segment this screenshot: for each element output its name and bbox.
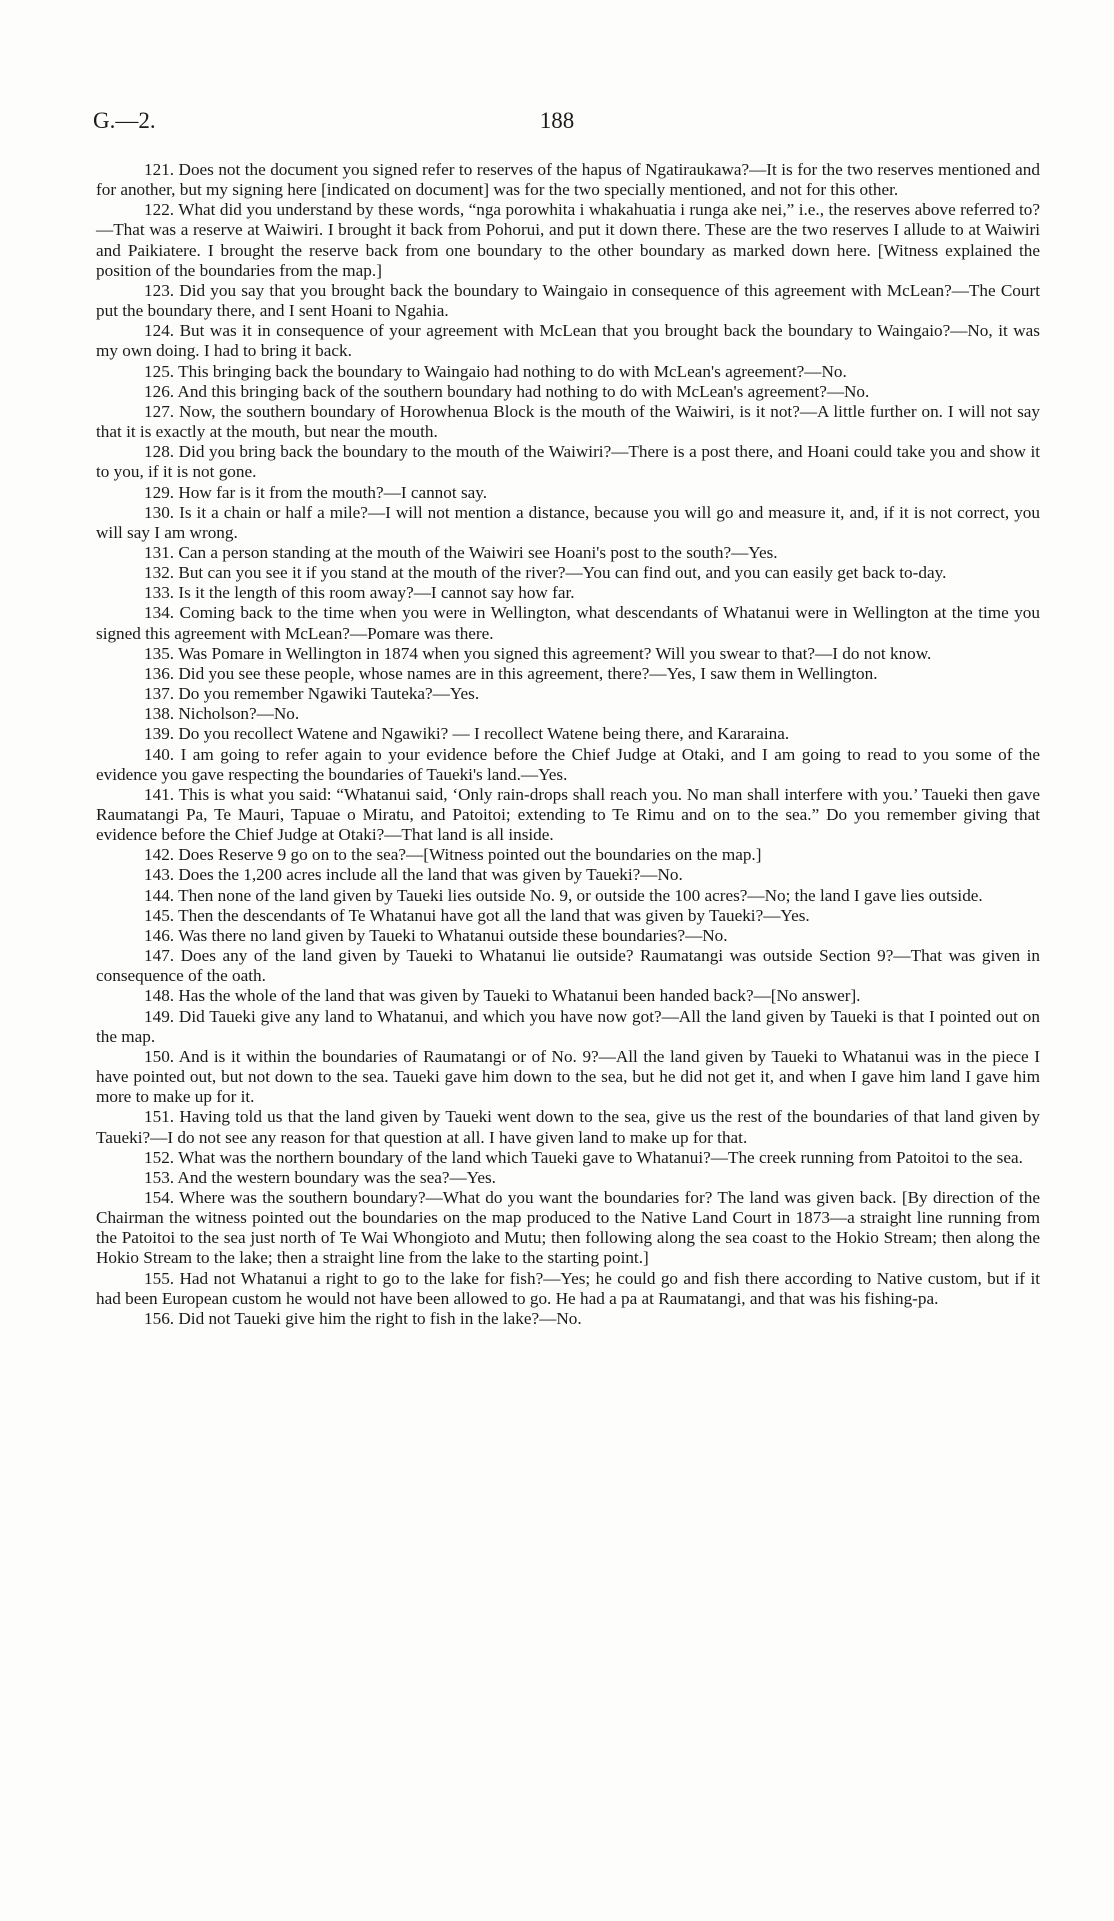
paragraph: 130. Is it a chain or half a mile?—I will not mention a distance, because you will go and measure it, and, if it is not correct, you will say I am wrong. [96, 502, 1040, 542]
paragraph: 155. Had not Whatanui a right to go to the lake for fish?—Yes; he could go and fish there according to Native custom, but if it had been European custom he would not have been allowed to go. He had a pa at Raumatangi, and that was his fishing-pa. [96, 1268, 1040, 1308]
paragraph: 127. Now, the southern boundary of Horowhenua Block is the mouth of the Waiwiri, is it not?—A little further on. I will not say that it is exactly at the mouth, but near the mouth. [96, 401, 1040, 442]
paragraph: 144. Then none of the land given by Taueki lies outside No. 9, or outside the 100 acres?—No; the land I gave lies outside. [144, 885, 983, 905]
paragraph: 156. Did not Taueki give him the right to fish in the lake?—No. [144, 1308, 582, 1328]
paragraph: 146. Was there no land given by Taueki to Whatanui outside these boundaries?—No. [144, 925, 728, 945]
paragraph: 149. Did Taueki give any land to Whatanui, and which you have now got?—All the land given by Taueki is that I pointed out on the map. [96, 1006, 1040, 1046]
page-number: 188 [539, 108, 575, 133]
paragraph: 124. But was it in consequence of your agreement with McLean that you brought back the boundary to Waingaio?—No, it was my own doing. I had to bring it back. [96, 321, 1040, 361]
paragraph: 125. This bringing back the boundary to Waingaio had nothing to do with McLean's agreement?—No. [144, 361, 847, 381]
paragraph: 137. Do you remember Ngawiki Tauteka?—Yes. [144, 684, 480, 704]
paragraph: 151. Having told us that the land given by Taueki went down to the sea, give us the rest of the boundaries of that land given by Taueki?—I do not see any reason for that question at all. I have given land to make up for that. [96, 1107, 1040, 1147]
document-reference: G.—2. [93, 108, 156, 133]
paragraph: 133. Is it the length of this room away?—I cannot say how far. [144, 583, 575, 603]
paragraph: 138. Nicholson?—No. [144, 704, 300, 724]
paragraph: 126. And this bringing back of the southern boundary had nothing to do with McLean's agreement?—No. [144, 381, 870, 401]
paragraph: 147. Does any of the land given by Taueki to Whatanui lie outside? Raumatangi was outside Section 9?—That was given in consequence of the oath. [96, 946, 1040, 986]
paragraph: 150. And is it within the boundaries of Raumatangi or of No. 9?—All the land given by Taueki to Whatanui was in the piece I have pointed out, but not down to the sea. Taueki gave him down to the sea, but he did not get it, and when I gave him land I gave him more to make up for it. [96, 1046, 1040, 1107]
paragraph: 139. Do you recollect Watene and Ngawiki? — I recollect Watene being there, and Kararaina. [144, 724, 790, 744]
paragraph: 128. Did you bring back the boundary to the mouth of the Waiwiri?—There is a post there, and Hoani could take you and show it to you, if it is not gone. [96, 442, 1040, 482]
page-header [93, 108, 1021, 140]
paragraph: 143. Does the 1,200 acres include all the land that was given by Taueki?—No. [144, 865, 683, 885]
paragraph: 123. Did you say that you brought back the boundary to Waingaio in consequence of this agreement with McLean?—The Court put the boundary there, and I sent Hoani to Ngahia. [96, 280, 1040, 321]
paragraph: 122. What did you understand by these words, “nga porowhita i whakahuatia i runga ake nei,” i.e., the reserves above referred to?—That was a reserve at Waiwiri. I brought it back from Pohorui, and put it down there. These are the two reserves I allude to at Waiwiri and Paikiatere. I brought the reserve back from one boundary to the other boundary as marked down here. [Witness explained the position of the boundaries from the map.] [96, 200, 1040, 280]
document-body [96, 160, 1040, 1329]
paragraph: 154. Where was the southern boundary?—What do you want the boundaries for? The land was given back. [By direction of the Chairman the witness pointed out the boundaries on the map produced to the Native Land Court in 1873—a straight line running from the Patoitoi to the sea just north of Te Wai Whongioto and Mutu; then following along the sea coast to the Hokio Stream; then along the Hokio Stream to the lake; then a straight line from the lake to the starting point.] [96, 1187, 1040, 1268]
paragraph: 142. Does Reserve 9 go on to the sea?—[Witness pointed out the boundaries on the map.] [144, 845, 762, 865]
paragraph: 141. This is what you said: “Whatanui said, ‘Only rain-drops shall reach you. No man shall interfere with you.’ Taueki then gave Raumatangi Pa, Te Mauri, Tapuae o Miratu, and Patoitoi; extending to Te Rimu and on to the sea.” Do you remember giving that evidence before the Chief Judge at Otaki?—That land is all inside. [96, 784, 1040, 845]
paragraph: 136. Did you see these people, whose names are in this agreement, there?—Yes, I saw them in Wellington. [144, 663, 878, 683]
paragraph: 129. How far is it from the mouth?—I cannot say. [144, 482, 488, 502]
paragraph: 131. Can a person standing at the mouth of the Waiwiri see Hoani's post to the south?—Yes. [144, 542, 778, 562]
paragraph: 121. Does not the document you signed refer to reserves of the hapus of Ngatiraukawa?—It is for the two reserves mentioned and for another, but my signing here [indicated on document] was for the two specially mentioned, and not for this other. [96, 160, 1040, 200]
paragraph: 152. What was the northern boundary of the land which Taueki gave to Whatanui?—The creek running from Patoitoi to the sea. [144, 1147, 1023, 1167]
paragraph: 134. Coming back to the time when you were in Wellington, what descendants of Whatanui were in Wellington at the time you signed this agreement with McLean?—Pomare was there. [96, 603, 1040, 643]
paragraph: 153. And the western boundary was the sea?—Yes. [144, 1167, 496, 1187]
paragraph: 148. Has the whole of the land that was given by Taueki to Whatanui been handed back?—[No answer]. [144, 986, 861, 1006]
paragraph: 145. Then the descendants of Te Whatanui have got all the land that was given by Taueki?—Yes. [144, 905, 810, 925]
paragraph: 132. But can you see it if you stand at the mouth of the river?—You can find out, and you can easily get back to-day. [144, 563, 947, 583]
paragraph: 140. I am going to refer again to your evidence before the Chief Judge at Otaki, and I am going to read to you some of the evidence you gave respecting the boundaries of Taueki's land.—Yes. [96, 744, 1040, 784]
paragraph: 135. Was Pomare in Wellington in 1874 when you signed this agreement? Will you swear to that?—I do not know. [144, 643, 932, 663]
